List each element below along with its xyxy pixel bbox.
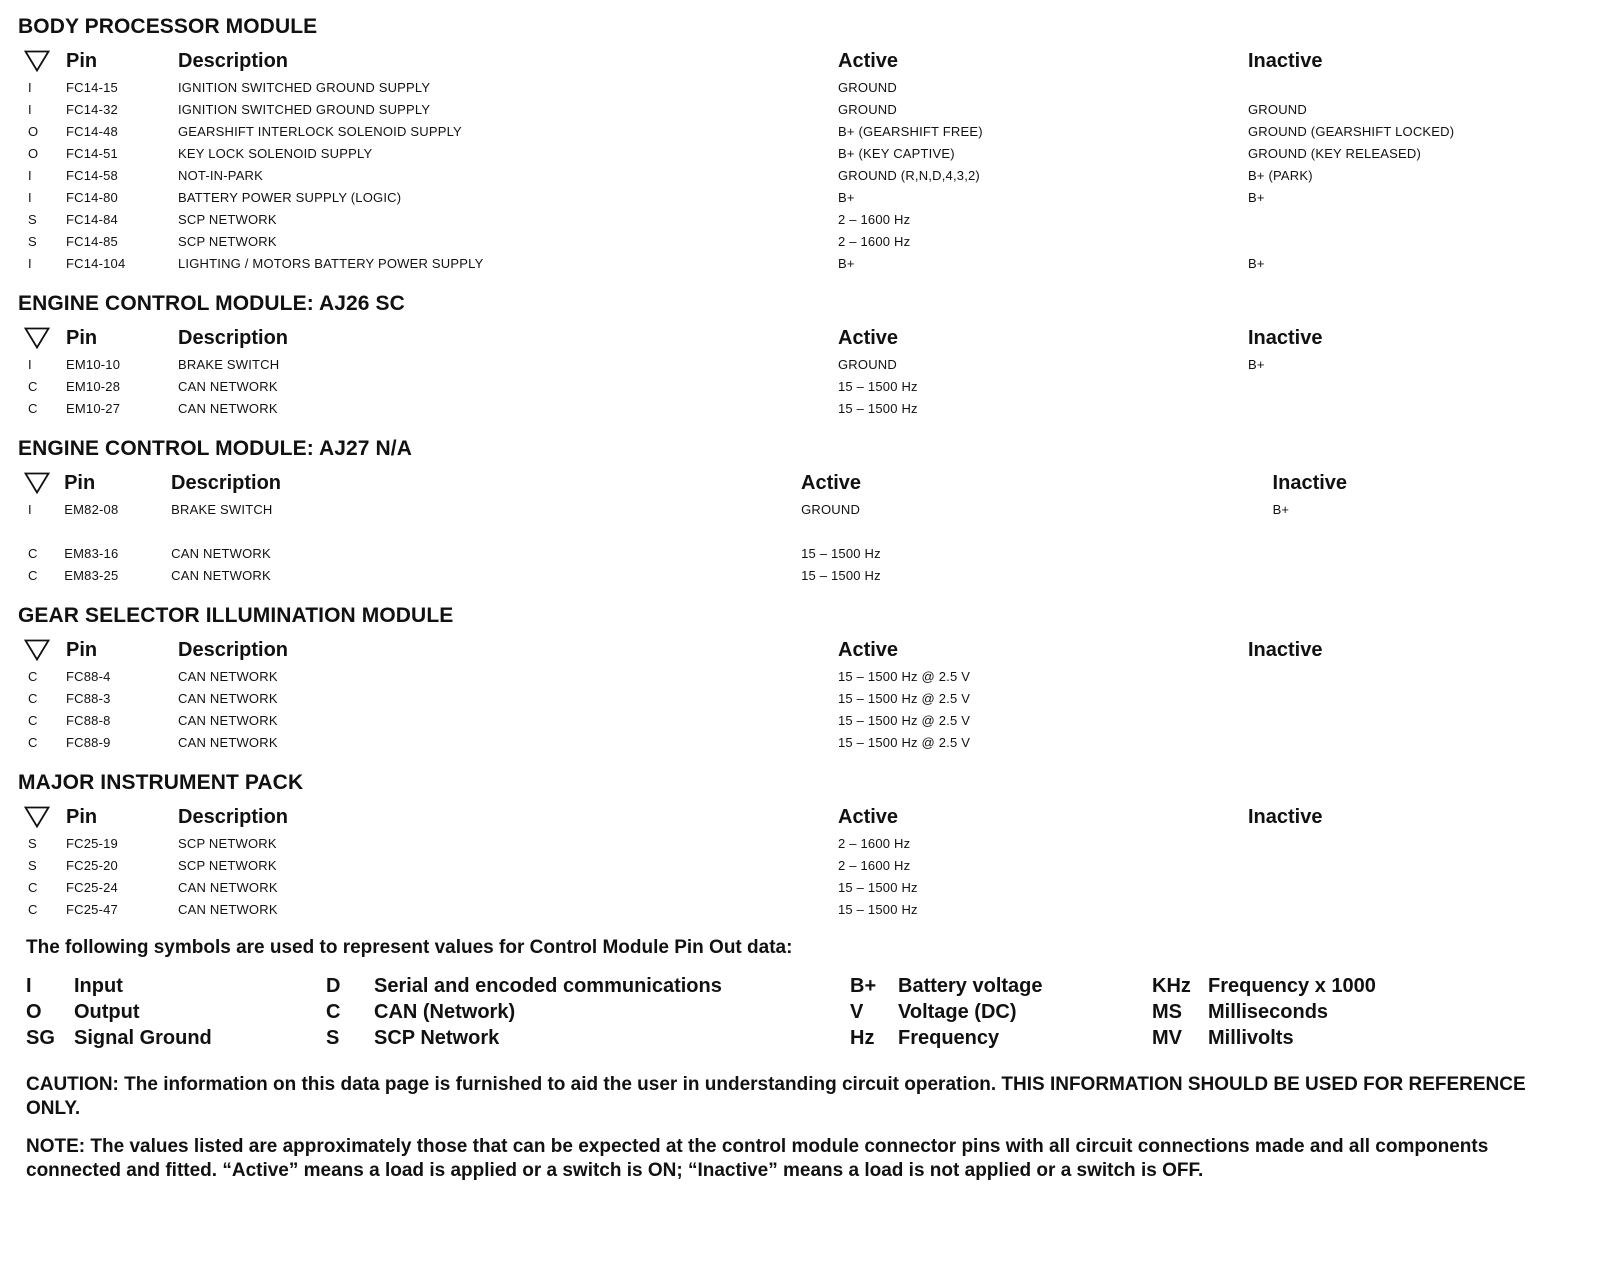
active-value: 15 – 1500 Hz @ 2.5 V — [838, 690, 971, 706]
pin-id: EM83-16 — [64, 545, 119, 561]
pin-column-header: Pin — [66, 805, 98, 828]
signal-type: C — [28, 712, 38, 728]
legend-item — [26, 999, 326, 1025]
triangle-down-icon — [24, 639, 50, 661]
legend-meaning: Millivolts — [1208, 1027, 1294, 1049]
description-column-header: Description — [178, 326, 289, 349]
inactive-value: GROUND (GEARSHIFT LOCKED) — [1248, 123, 1455, 139]
pin-id: FC14-58 — [66, 167, 118, 183]
pin-id: EM83-25 — [64, 567, 119, 583]
legend-symbol: C — [326, 1001, 341, 1023]
pin-id: EM10-10 — [66, 356, 121, 372]
signal-type: C — [28, 690, 38, 706]
legend-column — [1152, 973, 1452, 1051]
active-value: 2 – 1600 Hz — [838, 211, 911, 227]
signal-type: S — [28, 233, 37, 249]
table-row — [18, 564, 1578, 586]
triangle-down-icon — [24, 472, 50, 494]
legend-item — [26, 1025, 326, 1051]
active-value: 2 – 1600 Hz — [838, 233, 911, 249]
active-column-header: Active — [838, 49, 899, 72]
pin-description: BRAKE SWITCH — [178, 356, 280, 372]
inactive-value: B+ — [1248, 189, 1265, 205]
triangle-down-icon — [24, 327, 50, 349]
signal-type: I — [28, 356, 32, 372]
legend-meaning: Frequency x 1000 — [1208, 975, 1376, 997]
inactive-value: B+ — [1248, 255, 1265, 271]
inactive-column-header: Inactive — [1272, 471, 1348, 494]
legend-meaning: Input — [74, 975, 123, 997]
pin-id: FC88-3 — [66, 690, 111, 706]
active-value: 15 – 1500 Hz — [801, 545, 881, 561]
pin-description: CAN NETWORK — [178, 400, 278, 416]
active-value: 15 – 1500 Hz @ 2.5 V — [838, 712, 971, 728]
active-value: B+ — [838, 255, 855, 271]
active-value: 2 – 1600 Hz — [838, 857, 911, 873]
legend-item — [326, 999, 850, 1025]
signal-type: S — [28, 835, 37, 851]
sections-container — [18, 14, 1578, 920]
table-row — [18, 665, 1578, 687]
signal-type: C — [28, 901, 38, 917]
description-column-header: Description — [178, 638, 289, 661]
active-value: 15 – 1500 Hz — [801, 567, 881, 583]
active-value: 2 – 1600 Hz — [838, 835, 911, 851]
active-value: GROUND — [838, 79, 897, 95]
pin-description: KEY LOCK SOLENOID SUPPLY — [178, 145, 373, 161]
column-header-row — [18, 802, 1578, 832]
legend-column — [26, 973, 326, 1051]
legend-symbol: MV — [1152, 1027, 1182, 1049]
table-row — [18, 542, 1578, 564]
section-title: GEAR SELECTOR ILLUMINATION MODULE — [18, 604, 454, 627]
pin-description: SCP NETWORK — [178, 835, 277, 851]
inactive-value: B+ (PARK) — [1248, 167, 1313, 183]
legend-item — [26, 973, 326, 999]
pin-id: FC88-4 — [66, 668, 111, 684]
triangle-down-icon — [24, 50, 50, 72]
signal-type: I — [28, 79, 32, 95]
triangle-down-icon — [24, 806, 50, 828]
pin-description: CAN NETWORK — [171, 567, 271, 583]
direction-column-header — [18, 472, 64, 494]
pin-column-header: Pin — [64, 471, 96, 494]
table-row — [18, 375, 1578, 397]
table-row — [18, 520, 1578, 542]
inactive-column-header: Inactive — [1248, 49, 1323, 72]
caution-text: CAUTION: The information on this data page is furnished to aid the user in understanding circuit operation. THIS INFORMATION SHOULD BE USED FOR REFERENCE ONLY. — [26, 1074, 1526, 1119]
note-text: NOTE: The values listed are approximately those that can be expected at the control module connector pins with all circuit connections made and all components connected and fitted. “Active” means a load is applied or a switch is ON; “Inactive” means a load is not applied or a switch is OFF. — [26, 1136, 1489, 1181]
legend-item — [1152, 999, 1452, 1025]
pin-id: FC25-24 — [66, 879, 118, 895]
section-title: MAJOR INSTRUMENT PACK — [18, 771, 304, 794]
pin-id: FC14-32 — [66, 101, 118, 117]
signal-type: S — [28, 857, 37, 873]
active-value: GROUND (R,N,D,4,3,2) — [838, 167, 980, 183]
active-column-header: Active — [801, 471, 862, 494]
active-value: B+ (GEARSHIFT FREE) — [838, 123, 983, 139]
legend-item — [1152, 973, 1452, 999]
active-column-header: Active — [838, 326, 899, 349]
inactive-column-header: Inactive — [1248, 805, 1323, 828]
direction-column-header — [18, 327, 66, 349]
legend-meaning: Battery voltage — [898, 975, 1043, 997]
active-value: 15 – 1500 Hz — [838, 879, 918, 895]
legend-symbol: MS — [1152, 1001, 1182, 1023]
signal-type: C — [28, 879, 38, 895]
pin-description: LIGHTING / MOTORS BATTERY POWER SUPPLY — [178, 255, 484, 271]
table-row — [18, 186, 1578, 208]
signal-type: C — [28, 545, 38, 561]
signal-type: C — [28, 734, 38, 750]
table-row — [18, 142, 1578, 164]
table-row — [18, 854, 1578, 876]
pin-description: SCP NETWORK — [178, 211, 277, 227]
direction-column-header — [18, 50, 66, 72]
direction-column-header — [18, 806, 66, 828]
section-title: ENGINE CONTROL MODULE: AJ27 N/A — [18, 437, 412, 460]
legend-symbol: SG — [26, 1027, 55, 1049]
direction-column-header — [18, 639, 66, 661]
legend-meaning: SCP Network — [374, 1027, 500, 1049]
active-value: 15 – 1500 Hz @ 2.5 V — [838, 668, 971, 684]
signal-type: I — [28, 167, 32, 183]
section-title: ENGINE CONTROL MODULE: AJ26 SC — [18, 292, 405, 315]
legend-symbol: V — [850, 1001, 864, 1023]
inactive-value: B+ — [1248, 356, 1265, 372]
legend-item — [850, 973, 1152, 999]
pin-description: IGNITION SWITCHED GROUND SUPPLY — [178, 79, 431, 95]
active-value: GROUND — [838, 356, 897, 372]
signal-type: I — [28, 101, 32, 117]
active-column-header: Active — [838, 638, 899, 661]
signal-type: I — [28, 501, 32, 517]
pin-description: BRAKE SWITCH — [171, 501, 273, 517]
column-header-row — [18, 46, 1578, 76]
table-row — [18, 687, 1578, 709]
pin-id: EM10-27 — [66, 400, 121, 416]
pin-id: FC14-104 — [66, 255, 126, 271]
pin-description: CAN NETWORK — [178, 378, 278, 394]
pin-id: FC14-51 — [66, 145, 118, 161]
table-row — [18, 709, 1578, 731]
module-section — [18, 291, 1578, 419]
active-value: GROUND — [801, 501, 861, 517]
legend-symbol: B+ — [850, 975, 877, 997]
legend-column — [850, 973, 1152, 1051]
legend-symbol: S — [326, 1027, 340, 1049]
column-header-row — [18, 323, 1578, 353]
description-column-header: Description — [178, 49, 289, 72]
signal-type: S — [28, 211, 37, 227]
active-column-header: Active — [838, 805, 899, 828]
module-section — [18, 603, 1578, 753]
table-row — [18, 76, 1578, 98]
legend-symbol: D — [326, 975, 341, 997]
legend-symbol: O — [26, 1001, 42, 1023]
signal-type: I — [28, 255, 32, 271]
legend-item — [1152, 1025, 1452, 1051]
active-value: 15 – 1500 Hz — [838, 901, 918, 917]
table-row — [18, 898, 1578, 920]
legend-meaning: Voltage (DC) — [898, 1001, 1017, 1023]
pin-description: BATTERY POWER SUPPLY (LOGIC) — [178, 189, 402, 205]
active-value: 15 – 1500 Hz — [838, 378, 918, 394]
pin-id: EM82-08 — [64, 501, 119, 517]
legend-meaning: Serial and encoded communications — [374, 975, 722, 997]
pin-id: FC14-48 — [66, 123, 118, 139]
legend-meaning: Frequency — [898, 1027, 1000, 1049]
active-value: 15 – 1500 Hz @ 2.5 V — [838, 734, 971, 750]
pin-id: FC14-80 — [66, 189, 118, 205]
pin-id: FC88-8 — [66, 712, 111, 728]
inactive-value: GROUND (KEY RELEASED) — [1248, 145, 1421, 161]
signal-type: O — [28, 145, 39, 161]
signal-type: I — [28, 189, 32, 205]
pin-description: SCP NETWORK — [178, 233, 277, 249]
pin-id: FC88-9 — [66, 734, 111, 750]
legend-meaning: CAN (Network) — [374, 1001, 516, 1023]
description-column-header: Description — [171, 471, 282, 494]
inactive-column-header: Inactive — [1248, 638, 1323, 661]
legend-title: The following symbols are used to represent values for Control Module Pin Out data: — [26, 937, 793, 958]
legend-symbol: I — [26, 975, 32, 997]
table-row — [18, 164, 1578, 186]
module-section — [18, 436, 1578, 586]
table-row — [18, 230, 1578, 252]
legend-meaning: Milliseconds — [1208, 1001, 1329, 1023]
inactive-value: GROUND — [1248, 101, 1307, 117]
legend-item — [850, 999, 1152, 1025]
pin-id: FC25-19 — [66, 835, 118, 851]
table-row — [18, 353, 1578, 375]
active-value: B+ — [838, 189, 855, 205]
pin-id: FC14-84 — [66, 211, 118, 227]
signal-type: C — [28, 400, 38, 416]
pin-id: FC25-20 — [66, 857, 118, 873]
active-value: 15 – 1500 Hz — [838, 400, 918, 416]
description-column-header: Description — [178, 805, 289, 828]
pin-description: CAN NETWORK — [178, 879, 278, 895]
inactive-column-header: Inactive — [1248, 326, 1323, 349]
table-row — [18, 120, 1578, 142]
signal-type: O — [28, 123, 39, 139]
pin-description: CAN NETWORK — [178, 734, 278, 750]
section-title: BODY PROCESSOR MODULE — [18, 15, 318, 38]
table-row — [18, 832, 1578, 854]
table-row — [18, 252, 1578, 274]
pin-column-header: Pin — [66, 638, 98, 661]
legend-item — [326, 1025, 850, 1051]
pin-description: CAN NETWORK — [178, 668, 278, 684]
signal-type: C — [28, 567, 38, 583]
pin-id: EM10-28 — [66, 378, 121, 394]
module-section — [18, 770, 1578, 920]
table-row — [18, 876, 1578, 898]
active-value: B+ (KEY CAPTIVE) — [838, 145, 955, 161]
pin-description: NOT-IN-PARK — [178, 167, 264, 183]
legend-item — [850, 1025, 1152, 1051]
pin-description: CAN NETWORK — [171, 545, 271, 561]
pin-column-header: Pin — [66, 49, 98, 72]
pin-description: CAN NETWORK — [178, 690, 278, 706]
pin-column-header: Pin — [66, 326, 98, 349]
signal-type: C — [28, 378, 38, 394]
legend-symbol: Hz — [850, 1027, 875, 1049]
symbol-legend — [26, 973, 1578, 1051]
pin-id: FC14-85 — [66, 233, 118, 249]
active-value: GROUND — [838, 101, 897, 117]
pin-description: CAN NETWORK — [178, 901, 278, 917]
pin-description: CAN NETWORK — [178, 712, 278, 728]
table-row — [18, 498, 1578, 520]
legend-meaning: Signal Ground — [74, 1027, 212, 1049]
pin-id: FC14-15 — [66, 79, 118, 95]
pin-description: GEARSHIFT INTERLOCK SOLENOID SUPPLY — [178, 123, 462, 139]
pinout-page — [18, 14, 1578, 1197]
column-header-row — [18, 468, 1578, 498]
pin-description: IGNITION SWITCHED GROUND SUPPLY — [178, 101, 431, 117]
legend-meaning: Output — [74, 1001, 140, 1023]
legend-column — [326, 973, 850, 1051]
column-header-row — [18, 635, 1578, 665]
pin-description: SCP NETWORK — [178, 857, 277, 873]
legend-symbol: KHz — [1152, 975, 1191, 997]
table-row — [18, 397, 1578, 419]
table-row — [18, 98, 1578, 120]
module-section — [18, 14, 1578, 274]
table-row — [18, 208, 1578, 230]
inactive-value: B+ — [1272, 501, 1290, 517]
pin-id: FC25-47 — [66, 901, 118, 917]
table-row — [18, 731, 1578, 753]
signal-type: C — [28, 668, 38, 684]
legend-item — [326, 973, 850, 999]
